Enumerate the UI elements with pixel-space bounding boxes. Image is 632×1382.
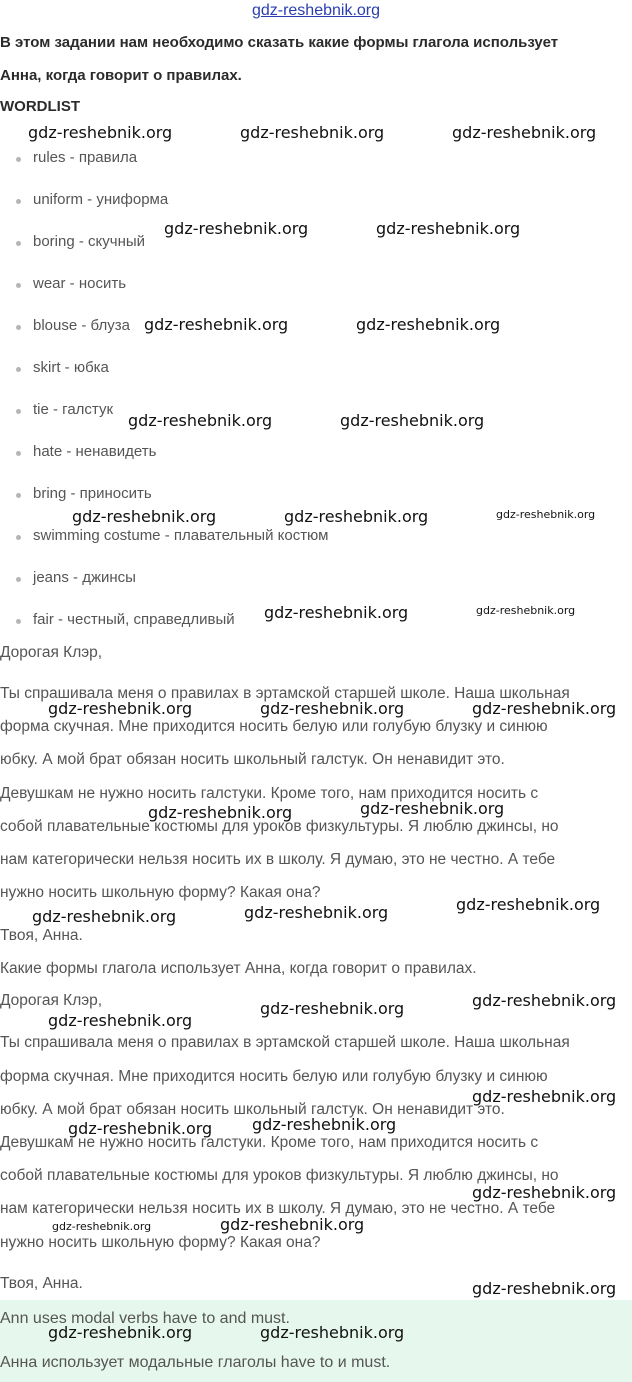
intro-line-1: В этом задании нам необходимо сказать какие формы глагола использует (0, 34, 559, 51)
wordlist-item: tie - галстук (33, 401, 114, 418)
bullet-icon (16, 409, 21, 414)
watermark: gdz-reshebnik.org (48, 1011, 193, 1030)
watermark: gdz-reshebnik.org (244, 903, 389, 922)
letter2-line: Ты спрашивала меня о правилах в эртамской старшей школе. Наша школьная (0, 1034, 570, 1051)
wordlist-item: fair - честный, справедливый (33, 611, 235, 628)
watermark: gdz-reshebnik.org (472, 1279, 617, 1298)
watermark: gdz-reshebnik.org (28, 123, 173, 142)
wordlist-title: WORDLIST (0, 98, 80, 115)
watermark: gdz-reshebnik.org (260, 999, 405, 1018)
bullet-icon (16, 535, 21, 540)
watermark: gdz-reshebnik.org (220, 1215, 365, 1234)
watermark: gdz-reshebnik.org (240, 123, 385, 142)
watermark: gdz-reshebnik.org (284, 507, 429, 526)
watermark: gdz-reshebnik.org (48, 699, 193, 718)
watermark: gdz-reshebnik.org (148, 803, 293, 822)
letter1-line: Твоя, Анна. (0, 927, 83, 944)
wordlist-item: blouse - блуза (33, 317, 130, 334)
watermark: gdz-reshebnik.org (260, 1323, 405, 1342)
bullet-icon (16, 577, 21, 582)
bullet-icon (16, 157, 21, 162)
watermark: gdz-reshebnik.org (52, 1220, 152, 1233)
watermark: gdz-reshebnik.org (72, 507, 217, 526)
wordlist-item: bring - приносить (33, 485, 152, 502)
watermark: gdz-reshebnik.org (452, 123, 597, 142)
bullet-icon (16, 367, 21, 372)
watermark: gdz-reshebnik.org (264, 603, 409, 622)
watermark: gdz-reshebnik.org (472, 1087, 617, 1106)
watermark: gdz-reshebnik.org (476, 604, 576, 617)
watermark: gdz-reshebnik.org (164, 219, 309, 238)
letter1-line: Ты спрашивала меня о правилах в эртамской старшей школе. Наша школьная (0, 685, 570, 702)
bullet-icon (16, 493, 21, 498)
letter2-line: Девушкам не нужно носить галстуки. Кроме того, нам приходится носить с (0, 1134, 539, 1151)
letter2-line: юбку. А мой брат обязан носить школьный галстук. Он ненавидит это. (0, 1101, 505, 1118)
watermark: gdz-reshebnik.org (472, 1183, 617, 1202)
letter1-line: собой плавательные костюмы для уроков физкультуры. Я люблю джинсы, но (0, 818, 559, 835)
letter2-line: нужно носить школьную форму? Какая она? (0, 1234, 321, 1251)
wordlist-item: rules - правила (33, 149, 138, 166)
watermark: gdz-reshebnik.org (340, 411, 485, 430)
watermark: gdz-reshebnik.org (472, 699, 617, 718)
letter1-line: нужно носить школьную форму? Какая она? (0, 884, 321, 901)
intro-line-2: Анна, когда говорит о правилах. (0, 67, 242, 84)
letter2-line: нам категорически нельзя носить их в школу. Я думаю, это не честно. А тебе (0, 1200, 556, 1217)
letter1-line: Девушкам не нужно носить галстуки. Кроме того, нам приходится носить с (0, 785, 539, 802)
letter1-line: нам категорически нельзя носить их в школу. Я думаю, это не честно. А тебе (0, 851, 556, 868)
watermark: gdz-reshebnik.org (48, 1323, 193, 1342)
bullet-icon (16, 199, 21, 204)
letter2-line: собой плавательные костюмы для уроков физкультуры. Я люблю джинсы, но (0, 1167, 559, 1184)
wordlist-item: skirt - юбка (33, 359, 109, 376)
letter1-line: форма скучная. Мне приходится носить белую или голубую блузку и синюю (0, 718, 548, 735)
wordlist-item: boring - скучный (33, 233, 146, 250)
bullet-icon (16, 325, 21, 330)
watermark: gdz-reshebnik.org (360, 799, 505, 818)
wordlist-item: wear - носить (33, 275, 127, 292)
letter1-line: юбку. А мой брат обязан носить школьный галстук. Он ненавидит это. (0, 751, 505, 768)
answer-russian: Анна использует модальные глаголы have to и must. (0, 1354, 391, 1371)
letter2-line: Твоя, Анна. (0, 1275, 83, 1292)
answer-english: Ann uses modal verbs have to and must. (0, 1310, 290, 1327)
wordlist-item: hate - ненавидеть (33, 443, 157, 460)
site-link[interactable]: gdz-reshebnik.org (251, 2, 381, 19)
question-text: Какие формы глагола использует Анна, когда говорит о правилах. (0, 960, 477, 977)
watermark: gdz-reshebnik.org (260, 699, 405, 718)
letter1-line: Дорогая Клэр, (0, 644, 103, 661)
wordlist-item: uniform - униформа (33, 191, 169, 208)
letter2-line: форма скучная. Мне приходится носить белую или голубую блузку и синюю (0, 1068, 548, 1085)
watermark: gdz-reshebnik.org (472, 991, 617, 1010)
wordlist-item: swimming costume - плавательный костюм (33, 527, 329, 544)
letter2-line: Дорогая Клэр, (0, 992, 103, 1009)
watermark: gdz-reshebnik.org (252, 1115, 397, 1134)
bullet-icon (16, 619, 21, 624)
bullet-icon (16, 241, 21, 246)
watermark: gdz-reshebnik.org (32, 907, 177, 926)
watermark: gdz-reshebnik.org (356, 315, 501, 334)
bullet-icon (16, 283, 21, 288)
bullet-icon (16, 451, 21, 456)
watermark: gdz-reshebnik.org (144, 315, 289, 334)
watermark: gdz-reshebnik.org (68, 1119, 213, 1138)
watermark: gdz-reshebnik.org (376, 219, 521, 238)
watermark: gdz-reshebnik.org (128, 411, 273, 430)
wordlist-item: jeans - джинсы (33, 569, 136, 586)
watermark: gdz-reshebnik.org (496, 508, 596, 521)
watermark: gdz-reshebnik.org (456, 895, 601, 914)
